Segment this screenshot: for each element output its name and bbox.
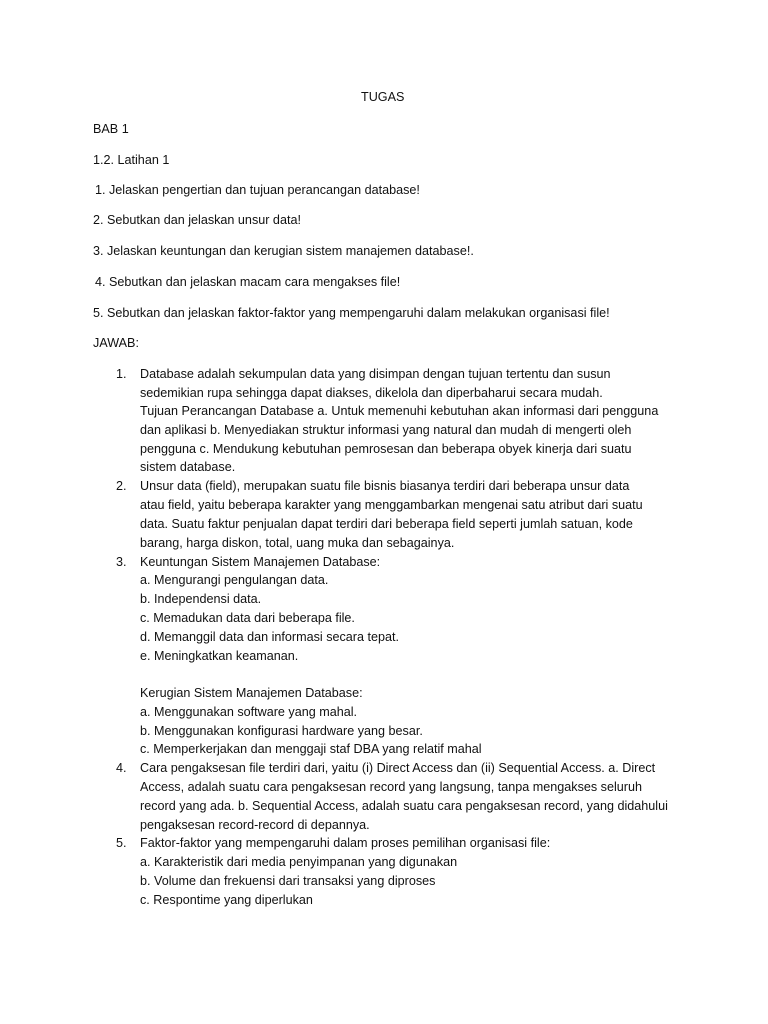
answer-line: e. Meningkatkan keamanan.	[140, 649, 299, 663]
answer-line: a. Karakteristik dari media penyimpanan yang digunakan	[140, 855, 458, 869]
question-1: 1. Jelaskan pengertian dan tujuan perancangan database!	[95, 183, 420, 197]
answer-line: sistem database.	[140, 460, 236, 474]
answer-number: 1.	[116, 367, 127, 381]
answer-line: sedemikian rupa sehingga dapat diakses, dikelola dan diperbaharui secara mudah.	[140, 386, 603, 400]
question-3: 3. Jelaskan keuntungan dan kerugian sistem manajemen database!.	[93, 244, 474, 258]
answer-line: dan aplikasi b. Menyediakan struktur informasi yang natural dan mudah di mengerti oleh	[140, 423, 632, 437]
answer-line: b. Volume dan frekuensi dari transaksi yang diproses	[140, 874, 436, 888]
answer-line: Database adalah sekumpulan data yang disimpan dengan tujuan tertentu dan susun	[140, 367, 611, 381]
answer-line: pengaksesan record-record di depannya.	[140, 818, 370, 832]
answer-number: 3.	[116, 555, 127, 569]
answer-line: b. Menggunakan konfigurasi hardware yang besar.	[140, 724, 423, 738]
question-2: 2. Sebutkan dan jelaskan unsur data!	[93, 213, 301, 227]
answer-number: 2.	[116, 479, 127, 493]
answer-line: Cara pengaksesan file terdiri dari, yaitu (i) Direct Access dan (ii) Sequential Access. a. Direct	[140, 761, 656, 775]
answer-line: atau field, yaitu beberapa karakter yang menggambarkan mengenai satu atribut dari suatu	[140, 498, 643, 512]
answer-line: Tujuan Perancangan Database a. Untuk memenuhi kebutuhan akan informasi dari pengguna	[140, 404, 659, 418]
section-heading: 1.2. Latihan 1	[93, 153, 170, 167]
answer-line: record yang ada. b. Sequential Access, adalah suatu cara pengaksesan record, yang didahului	[140, 799, 668, 813]
answer-heading: JAWAB:	[93, 336, 139, 350]
answer-line: a. Mengurangi pengulangan data.	[140, 573, 329, 587]
question-5: 5. Sebutkan dan jelaskan faktor-faktor yang mempengaruhi dalam melakukan organisasi file!	[93, 306, 610, 320]
answer-number: 4.	[116, 761, 127, 775]
answer-line: pengguna c. Mendukung kebutuhan pemrosesan dan beberapa obyek kinerja dari suatu	[140, 442, 632, 456]
answer-number: 5.	[116, 836, 127, 850]
answer-line: a. Menggunakan software yang mahal.	[140, 705, 358, 719]
chapter-heading: BAB 1	[93, 122, 129, 136]
answer-line: Unsur data (field), merupakan suatu file bisnis biasanya terdiri dari beberapa unsur data	[140, 479, 630, 493]
answer-line: Keuntungan Sistem Manajemen Database:	[140, 555, 381, 569]
answer-line: c. Respontime yang diperlukan	[140, 893, 313, 907]
answer-line: c. Memadukan data dari beberapa file.	[140, 611, 355, 625]
answer-line: Kerugian Sistem Manajemen Database:	[140, 686, 363, 700]
answer-line: c. Memperkerjakan dan menggaji staf DBA yang relatif mahal	[140, 742, 482, 756]
answer-line: Faktor-faktor yang mempengaruhi dalam proses pemilihan organisasi file:	[140, 836, 551, 850]
answer-line: d. Memanggil data dan informasi secara tepat.	[140, 630, 400, 644]
question-4: 4. Sebutkan dan jelaskan macam cara mengakses file!	[95, 275, 401, 289]
answer-line: b. Independensi data.	[140, 592, 262, 606]
answer-line: Access, adalah suatu cara pengaksesan record yang langsung, tanpa mengakses seluruh	[140, 780, 642, 794]
answer-line: barang, harga diskon, total, uang muka dan sebagainya.	[140, 536, 455, 550]
answer-line: data. Suatu faktur penjualan dapat terdiri dari beberapa field seperti jumlah satuan, kode	[140, 517, 633, 531]
document-title: TUGAS	[361, 90, 405, 104]
